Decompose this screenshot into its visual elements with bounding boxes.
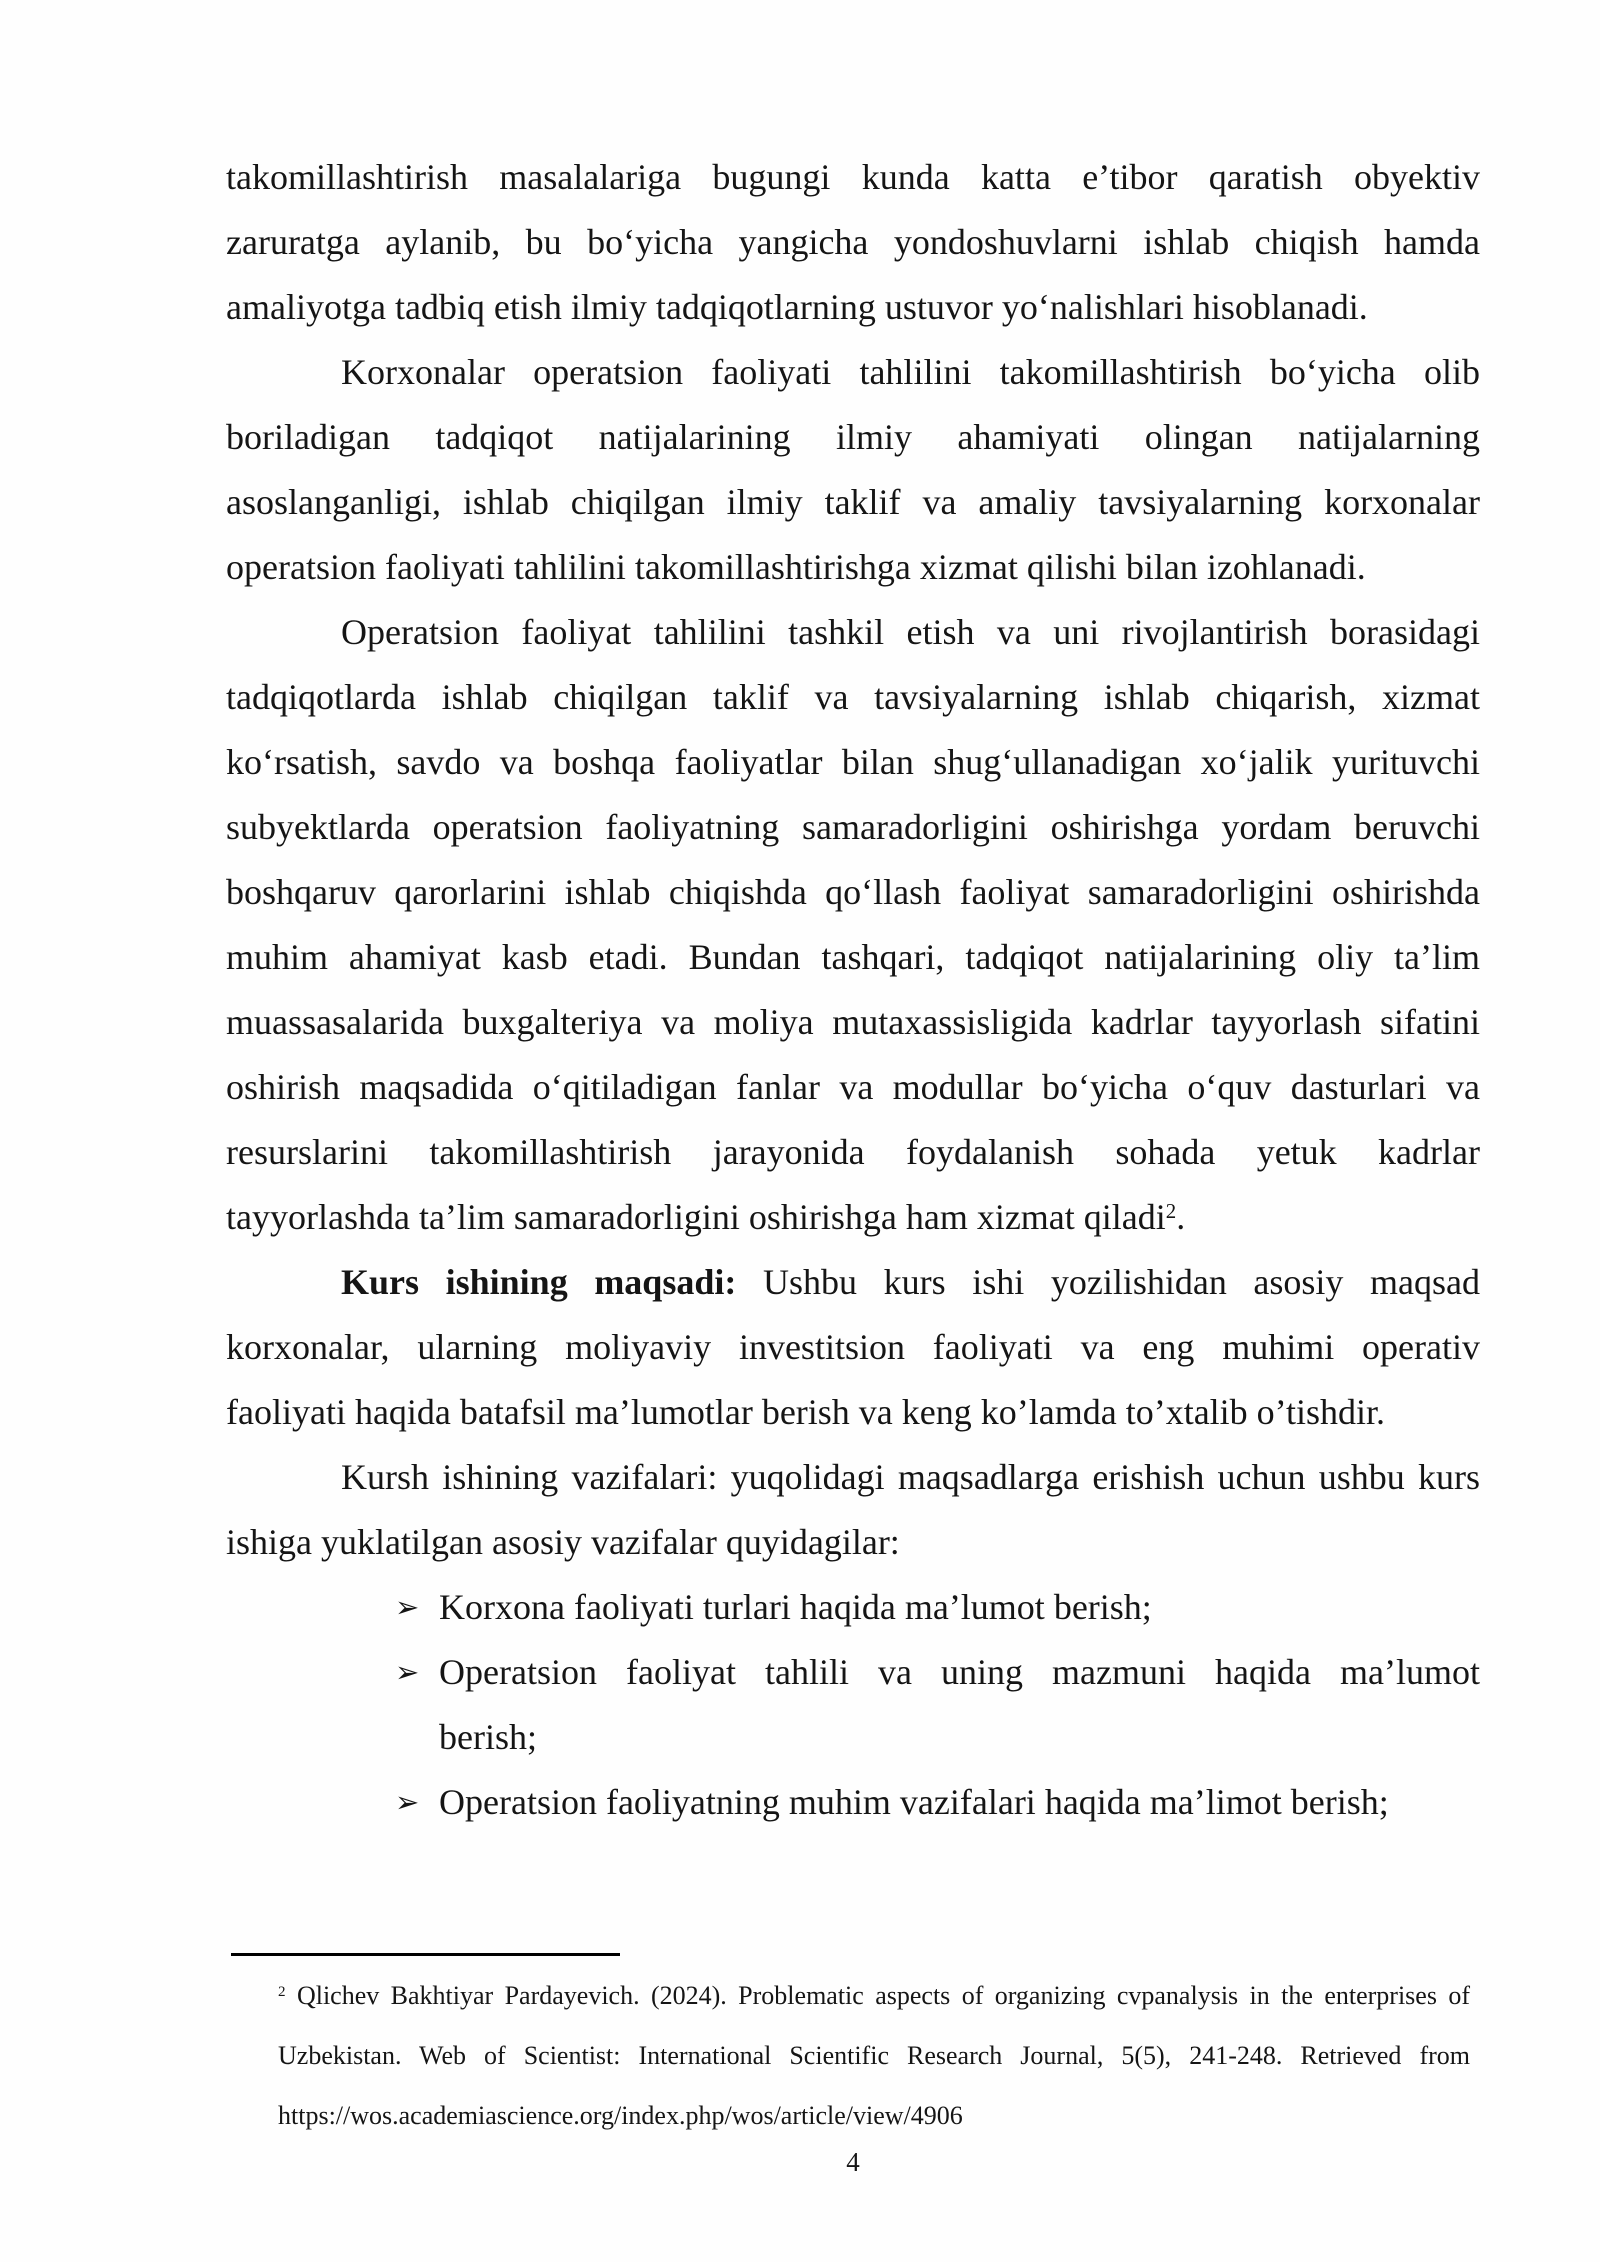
text-line: subyektlarda operatsion faoliyatning samaradorligini oshirishga yordam beruvchi — [226, 807, 1480, 847]
footnote-url: https://wos.academiascience.org/index.php/wos/article/view/4906 — [278, 2101, 963, 2130]
text-line: korxonalar, ularning moliyaviy investitsion faoliyati va eng muhimi operativ — [226, 1327, 1480, 1367]
paragraph-1 — [226, 145, 1480, 340]
text-line: Korxona faoliyati turlari haqida ma’lumot berish; — [439, 1587, 1152, 1627]
text-line: oshirish maqsadida o‘qitiladigan fanlar va modullar bo‘yicha o‘quv dasturlari va — [226, 1067, 1480, 1107]
footnote-marker: 2 — [278, 1983, 286, 2000]
text-line: Operatsion faoliyat tahlilini tashkil etish va uni rivojlantirish borasidagi — [341, 612, 1480, 652]
text-line: Kurs ishining maqsadi: Ushbu kurs ishi yozilishidan asosiy maqsad — [341, 1262, 1481, 1302]
text-line: Korxonalar operatsion faoliyati tahlilini takomillashtirish bo‘yicha olib — [341, 352, 1480, 392]
body-text — [226, 145, 1480, 1835]
text-line: resurslarini takomillashtirish jarayonida foydalanish sohada yetuk kadrlar — [226, 1132, 1480, 1172]
bullet-list — [226, 1575, 1480, 1835]
text-line: berish; — [439, 1717, 537, 1757]
text-line: takomillashtirish masalalariga bugungi kunda katta e’tibor qaratish obyektiv — [226, 157, 1480, 197]
text-line: amaliyotga tadbiq etish ilmiy tadqiqotlarning ustuvor yo‘nalishlari hisoblanadi. — [226, 287, 1368, 327]
text-line: tayyorlashda ta’lim samaradorligini oshirishga ham xizmat qiladi$^2$. — [226, 1197, 1186, 1237]
text-line: muassasalarida buxgalteriya va moliya mutaxassisligida kadrlar tayyorlash sifatini — [226, 1002, 1480, 1042]
text-line: Operatsion faoliyatning muhim vazifalari haqida ma’limot berish; — [439, 1782, 1389, 1822]
list-item — [226, 1575, 1480, 1640]
text-line: Kursh ishining vazifalari: yuqolidagi maqsadlarga erishish uchun ushbu kurs — [341, 1457, 1480, 1497]
text-line: ishiga yuklatilgan asosiy vazifalar quyidagilar: — [226, 1522, 900, 1562]
paragraph-3 — [226, 600, 1480, 1250]
footnote — [278, 1966, 1470, 2146]
footnote-separator — [231, 1953, 620, 1956]
text-line: muhim ahamiyat kasb etadi. Bundan tashqari, tadqiqot natijalarining oliy ta’lim — [226, 937, 1480, 977]
footnote-reference-superscript: 2 — [1165, 1198, 1177, 1223]
text-line: boriladigan tadqiqot natijalarining ilmiy ahamiyati olingan natijalarning — [226, 417, 1480, 457]
text-line: asoslanganligi, ishlab chiqilgan ilmiy taklif va amaliy tavsiyalarning korxonalar — [226, 482, 1480, 522]
text-line: Operatsion faoliyat tahlili va uning mazmuni haqida ma’lumot — [439, 1652, 1480, 1692]
footnote-line: Uzbekistan. Web of Scientist: International Scientific Research Journal, 5(5), 241-248. Retrieved from — [278, 2041, 1470, 2070]
text-line: ko‘rsatish, savdo va boshqa faoliyatlar bilan shug‘ullanadigan xo‘jalik yurituvchi — [226, 742, 1480, 782]
paragraph-5 — [226, 1445, 1480, 1575]
text-line: faoliyati haqida batafsil ma’lumotlar berish va keng ko’lamda to’xtalib o’tishdir. — [226, 1392, 1386, 1432]
list-item — [226, 1640, 1480, 1770]
arrow-bullet-icon: ➢ — [395, 1590, 420, 1624]
page-number: 4 — [846, 2147, 860, 2177]
text-line: operatsion faoliyati tahlilini takomillashtirishga xizmat qilishi bilan izohlanadi. — [226, 547, 1366, 587]
arrow-bullet-icon: ➢ — [395, 1785, 420, 1819]
paragraph-4 — [226, 1250, 1480, 1445]
footnote-line: $^2$ Qlichev Bakhtiyar Pardayevich. (2024). Problematic aspects of organizing cvpanalysis in the enterprises of — [278, 1981, 1471, 2010]
list-item — [226, 1770, 1480, 1835]
text-line: zaruratga aylanib, bu bo‘yicha yangicha yondoshuvlarni ishlab chiqish hamda — [226, 222, 1480, 262]
text-line: tadqiqotlarda ishlab chiqilgan taklif va tavsiyalarning ishlab chiqarish, xizmat — [226, 677, 1480, 717]
bold-lead: Kurs ishining maqsadi: — [341, 1262, 737, 1302]
paragraph-2 — [226, 340, 1480, 600]
text-line: boshqaruv qarorlarini ishlab chiqishda qo‘llash faoliyat samaradorligini oshirishda — [226, 872, 1480, 912]
arrow-bullet-icon: ➢ — [395, 1655, 420, 1689]
